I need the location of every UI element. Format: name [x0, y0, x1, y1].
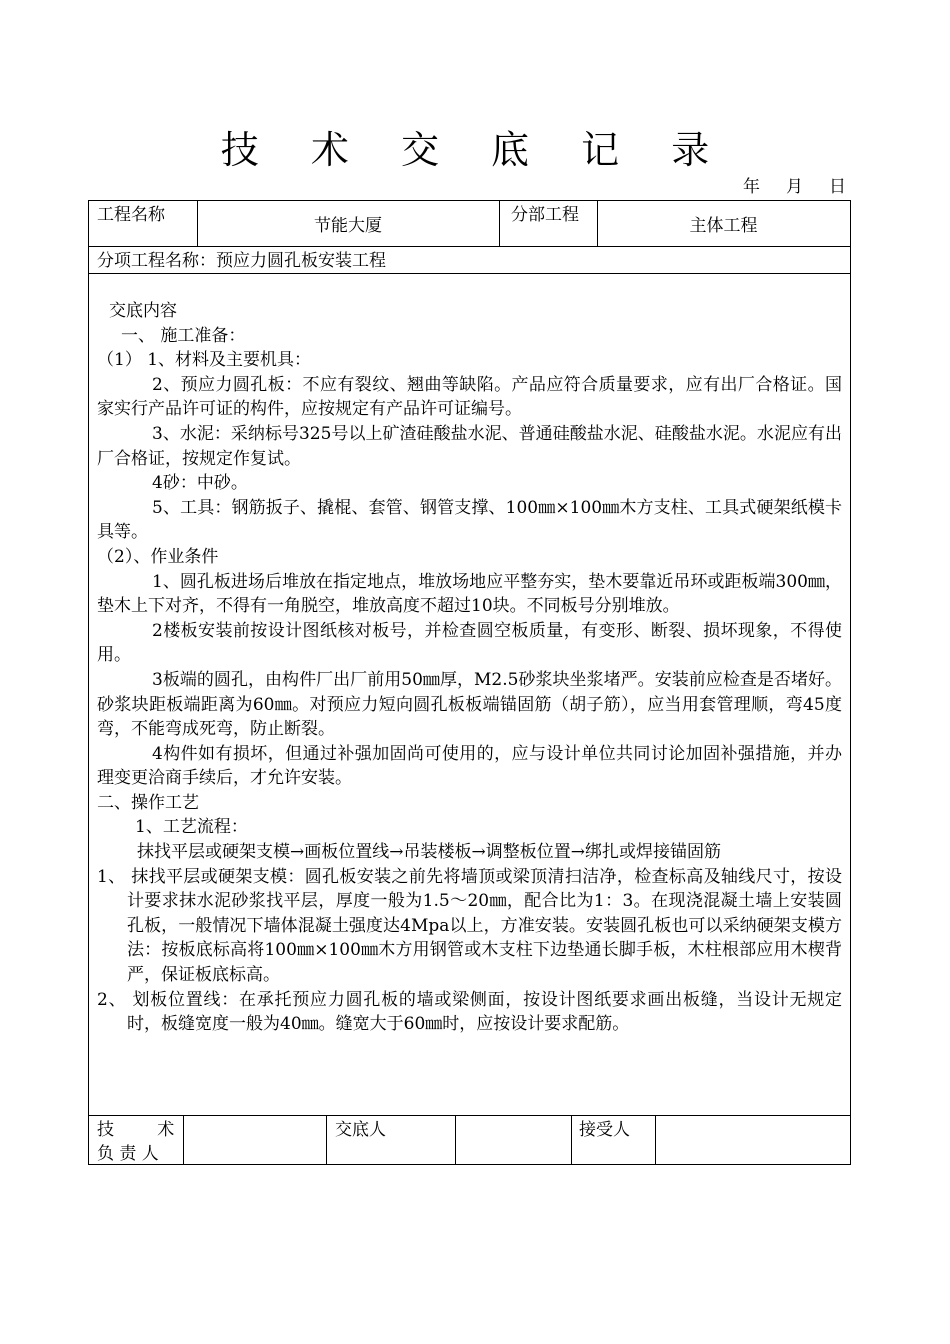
page-title: 技 术 交 底 记 录 — [220, 128, 730, 172]
section-operation: 二、操作工艺 — [97, 792, 199, 813]
subsection-flow: 1、工艺流程： — [135, 817, 248, 838]
paragraph-storage: 1、圆孔板进场后堆放在指定地点，堆放场地应平整夯实，垫木要靠近吊环或距板端300㎜，垫木上下对齐，不得有一角脱空，堆放高度不超过10块。不同板号分别堆放。 — [97, 571, 842, 617]
paragraph-cement: 3、水泥：采纳标号325号以上矿渣硅酸盐水泥、普通硅酸盐水泥、硅酸盐水泥。水泥应有出厂合格证，按规定作复试。 — [97, 423, 842, 469]
division-label: 分部工程 — [511, 205, 579, 225]
paragraph-layout-lines: 2、 划板位置线：在承托预应力圆孔板的墙或梁侧面，按设计图纸要求画出板缝，当设计无规定时，板缝宽度一般为40㎜。缝宽大于60㎜时，应按设计要求配筋。 — [97, 989, 842, 1035]
divider — [571, 1115, 572, 1165]
divider — [326, 1115, 327, 1165]
divider — [89, 273, 850, 274]
divider — [89, 246, 850, 247]
divider — [499, 201, 500, 247]
tech-lead-label-1: 技 术 — [97, 1120, 175, 1140]
content-heading: 交底内容 — [109, 301, 177, 321]
process-flow: 抹找平层或硬架支模→画板位置线→吊装楼板→调整板位置→绑扎或焊接锚固筋 — [137, 842, 721, 863]
paragraph-leveling: 1、 抹找平层或硬架支模：圆孔板安装之前先将墙顶或梁顶清扫洁净，检查标高及轴线尺寸，按设计要求抹水泥砂浆找平层，厚度一般为1.5～20㎜，配合比为1：3。在现浇混凝土墙上安装圆孔板，一般情况下墙体混凝土强度达4Mpa以上，方准安装。安装圆孔板也可以采纳硬架支模方法：按板底标高将100㎜×100㎜木方用钢管或木支柱下边垫通长脚手板，木柱根部应用木楔背严，保证板底标高。 — [97, 866, 842, 986]
divider — [89, 1115, 850, 1116]
date-month: 月 — [786, 177, 803, 197]
divider — [455, 1115, 456, 1165]
record-table — [88, 200, 851, 1165]
subproject-name: 分项工程名称：预应力圆孔板安装工程 — [97, 251, 386, 271]
paragraph-holes: 3板端的圆孔，由构件厂出厂前用50㎜厚，M2.5砂浆块坐浆堵严。安装前应检查是否堵好。砂浆块距板端距离为60㎜。对预应力短向圆孔板板端锚固筋（胡子筋），应当用套管理顺，弯45度弯，不能弯成死弯，防止断裂。 — [97, 669, 842, 740]
paragraph-damage: 4构件如有损坏，但通过补强加固尚可使用的，应与设计单位共同讨论加固补强措施，并办理变更洽商手续后，才允许安装。 — [97, 743, 842, 789]
tech-lead-label-2: 负 责 人 — [97, 1144, 159, 1164]
subsection-conditions: （2）、作业条件 — [97, 546, 219, 567]
paragraph-tools: 5、工具：钢筋扳子、撬棍、套管、钢管支撑、100㎜×100㎜木方支柱、工具式硬架纸模卡具等。 — [97, 497, 842, 543]
handover-person-label: 交底人 — [335, 1120, 386, 1140]
handover-content — [97, 299, 842, 1037]
paragraph-slab: 2、预应力圆孔板：不应有裂纹、翘曲等缺陷。产品应符合质量要求，应有出厂合格证。国家实行产品许可证的构件，应按规定有产品许可证编号。 — [97, 374, 842, 420]
date-day: 日 — [829, 177, 846, 197]
paragraph-check: 2楼板安装前按设计图纸核对板号，并检查圆空板质量，有变形、断裂、损坏现象，不得使用。 — [97, 620, 842, 666]
receiver-label: 接受人 — [579, 1120, 630, 1140]
subsection-materials: （1） 1、材料及主要机具： — [97, 350, 312, 371]
project-name-label: 工程名称 — [97, 205, 165, 225]
divider — [183, 1115, 184, 1165]
section-preparation: 一、 施工准备： — [121, 325, 246, 346]
division-value: 主体工程 — [689, 216, 758, 236]
date-year: 年 — [743, 177, 760, 197]
paragraph-sand: 4砂：中砂。 — [152, 473, 248, 494]
date-line — [743, 176, 846, 198]
divider — [655, 1115, 656, 1165]
project-name-value: 节能大厦 — [314, 216, 382, 236]
